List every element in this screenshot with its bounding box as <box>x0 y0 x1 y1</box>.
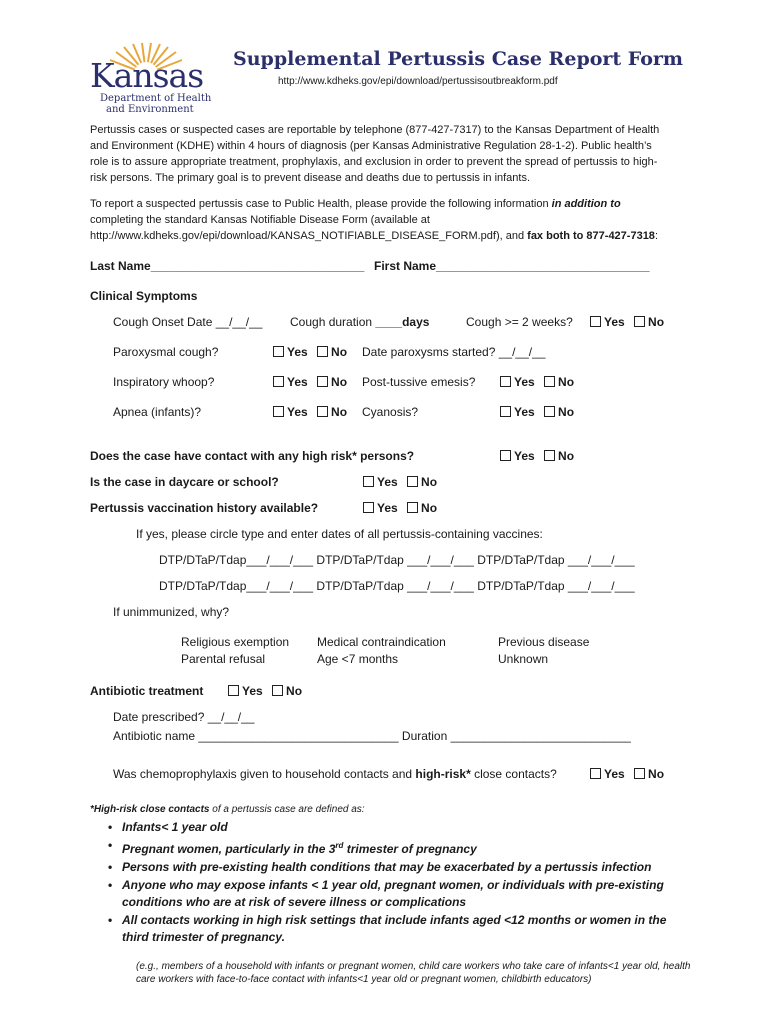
daycare-options <box>363 475 437 489</box>
antibiotic-no-checkbox[interactable] <box>272 685 283 696</box>
intro-p2-emphasis: in addition to <box>551 198 621 210</box>
high-risk-definition-heading <box>90 804 365 815</box>
reason-religious[interactable]: Religious exemption <box>181 635 290 649</box>
emesis-options <box>500 375 574 389</box>
whoop-label: Inspiratory whoop? <box>113 375 215 389</box>
logo-dept-line1: Department of Health <box>100 93 212 104</box>
no-label: No <box>558 449 575 463</box>
reason-age[interactable]: Age <7 months <box>317 652 399 666</box>
vaccine-date-row[interactable]: DTP/DTaP/Tdap___/___/___ DTP/DTaP/Tdap ___/___/___ DTP/DTaP/Tdap ___/___/___ <box>159 579 635 593</box>
emesis-label: Post-tussive emesis? <box>362 375 476 389</box>
intro-p2-text: To report a suspected pertussis case to Public Health, please provide the following information <box>90 198 552 210</box>
apnea-yes-checkbox[interactable] <box>273 406 284 417</box>
no-label: No <box>331 345 348 359</box>
paroxysms-started-field[interactable]: Date paroxysms started? __/__/__ <box>362 345 546 359</box>
cough-two-weeks-options <box>590 315 664 329</box>
reason-medical[interactable]: Medical contraindication <box>317 635 446 649</box>
yes-label: Yes <box>514 375 535 389</box>
yes-label: Yes <box>377 475 398 489</box>
high-risk-contact-no-checkbox[interactable] <box>544 450 555 461</box>
high-risk-heading-rest: of a pertussis case are defined as: <box>209 804 365 815</box>
date-prescribed-field[interactable]: Date prescribed? __/__/__ <box>113 710 255 724</box>
yes-label: Yes <box>242 684 263 698</box>
chemo-high-risk: high-risk* <box>415 767 471 781</box>
high-risk-list <box>108 819 688 947</box>
list-item-text: Pregnant women, particularly in the 3 <box>122 842 336 856</box>
whoop-yes-checkbox[interactable] <box>273 376 284 387</box>
cyanosis-label: Cyanosis? <box>362 405 419 419</box>
first-name-field[interactable]: First Name________________________________ <box>374 259 650 273</box>
cough-duration-field[interactable] <box>290 315 429 329</box>
reason-unknown[interactable]: Unknown <box>498 652 549 666</box>
yes-label: Yes <box>287 375 308 389</box>
yes-label: Yes <box>287 405 308 419</box>
no-label: No <box>331 405 348 419</box>
paroxysmal-yes-checkbox[interactable] <box>273 346 284 357</box>
whoop-no-checkbox[interactable] <box>317 376 328 387</box>
clinical-symptoms-heading: Clinical Symptoms <box>90 289 198 303</box>
yes-label: Yes <box>514 405 535 419</box>
antibiotic-name-field[interactable]: Antibiotic name ______________________________ Duration ___________________________ <box>113 729 631 743</box>
form-title: Supplemental Pertussis Case Report Form <box>233 48 684 70</box>
emesis-yes-checkbox[interactable] <box>500 376 511 387</box>
no-label: No <box>648 767 665 781</box>
apnea-label: Apnea (infants)? <box>113 405 202 419</box>
intro-p2-text-2: completing the standard Kansas Notifiable Disease Form (available at http://www.kdheks.gov/epi/download/KANSAS_NOTIFIABLE_DISEASE_FORM.pdf), and <box>90 214 528 242</box>
daycare-yes-checkbox[interactable] <box>363 476 374 487</box>
intro-p2-fax: fax both to 877-427-7318 <box>527 230 655 242</box>
no-label: No <box>558 375 575 389</box>
antibiotic-options <box>228 684 302 698</box>
antibiotic-heading: Antibiotic treatment <box>90 684 204 698</box>
cyanosis-no-checkbox[interactable] <box>544 406 555 417</box>
high-risk-example: (e.g., members of a household with infants or pregnant women, child care workers who take care of infants<1 year old, health care workers with face-to-face contact with infants<1 year old or pregnant women, childbirth educators) <box>136 961 691 985</box>
yes-label: Yes <box>287 345 308 359</box>
paroxysmal-label: Paroxysmal cough? <box>113 345 219 359</box>
whoop-options <box>273 375 347 389</box>
high-risk-contact-yes-checkbox[interactable] <box>500 450 511 461</box>
yes-label: Yes <box>377 501 398 515</box>
vaccination-history-yes-checkbox[interactable] <box>363 502 374 513</box>
no-label: No <box>286 684 303 698</box>
no-label: No <box>421 475 438 489</box>
last-name-field[interactable]: Last Name________________________________ <box>90 259 365 273</box>
no-label: No <box>331 375 348 389</box>
antibiotic-yes-checkbox[interactable] <box>228 685 239 696</box>
cyanosis-yes-checkbox[interactable] <box>500 406 511 417</box>
chemoprophylaxis-no-checkbox[interactable] <box>634 768 645 779</box>
no-label: No <box>558 405 575 419</box>
high-risk-contact-options <box>500 449 574 463</box>
circle-type-instruction: If yes, please circle type and enter dates of all pertussis-containing vaccines: <box>136 527 543 541</box>
no-label: No <box>421 501 438 515</box>
daycare-question: Is the case in daycare or school? <box>90 475 279 489</box>
high-risk-heading-bold: *High-risk close contacts <box>90 804 210 815</box>
chemoprophylaxis-question <box>113 767 557 781</box>
chemoprophylaxis-yes-checkbox[interactable] <box>590 768 601 779</box>
chemo-text: Was chemoprophylaxis given to household contacts and <box>113 767 416 781</box>
chemoprophylaxis-options <box>590 767 664 781</box>
cyanosis-options <box>500 405 574 419</box>
reason-parental-refusal[interactable]: Parental refusal <box>181 652 266 666</box>
form-url: http://www.kdheks.gov/epi/download/pertussisoutbreakform.pdf <box>278 76 558 87</box>
unimmunized-question: If unimmunized, why? <box>113 605 230 619</box>
list-item-sup: rd <box>335 841 344 850</box>
cough-two-weeks-yes-checkbox[interactable] <box>590 316 601 327</box>
paroxysmal-no-checkbox[interactable] <box>317 346 328 357</box>
vaccination-history-options <box>363 501 437 515</box>
high-risk-contact-question: Does the case have contact with any high risk* persons? <box>90 449 415 463</box>
daycare-no-checkbox[interactable] <box>407 476 418 487</box>
cough-onset-field[interactable]: Cough Onset Date __/__/__ <box>113 315 263 329</box>
no-label: No <box>648 315 665 329</box>
logo-name: Kansas <box>90 56 204 95</box>
vaccine-date-row[interactable]: DTP/DTaP/Tdap___/___/___ DTP/DTaP/Tdap ___/___/___ DTP/DTaP/Tdap ___/___/___ <box>159 553 635 567</box>
apnea-options <box>273 405 347 419</box>
paroxysmal-options <box>273 345 347 359</box>
logo-dept-line2: and Environment <box>106 104 194 115</box>
list-item <box>108 837 688 858</box>
yes-label: Yes <box>604 315 625 329</box>
kdhe-logo <box>88 42 212 117</box>
list-item: • Anyone who may expose infants < 1 year old, pregnant women, or individuals with pre-existing conditions who are at risk of severe illness or complications <box>108 877 688 911</box>
yes-label: Yes <box>514 449 535 463</box>
cough-two-weeks-label: Cough >= 2 weeks? <box>466 315 573 329</box>
apnea-no-checkbox[interactable] <box>317 406 328 417</box>
list-item: • Infants< 1 year old <box>108 819 688 836</box>
yes-label: Yes <box>604 767 625 781</box>
intro-paragraph-1: Pertussis cases or suspected cases are reportable by telephone (877-427-7317) to the Kansas Department of Health and Environment (KDHE) within 4 hours of diagnosis (per Kansas Administrative Regulation 28-1-2). Public health’s role is to assure appropriate treatment, prophylaxis, and exclusion in order to prevent the spread of pertussis to high-risk persons. The primary goal is to prevent disease and deaths due to pertussis in infants. <box>90 124 660 184</box>
cough-duration-label: Cough duration <box>290 315 376 329</box>
vaccination-history-no-checkbox[interactable] <box>407 502 418 513</box>
list-item: • All contacts working in high risk settings that include infants aged <12 months or women in the third trimester of pregnancy. <box>108 912 688 946</box>
intro-p2-end: : <box>654 230 658 242</box>
reason-previous-disease[interactable]: Previous disease <box>498 635 590 649</box>
cough-duration-blank: ____days <box>375 315 430 329</box>
emesis-no-checkbox[interactable] <box>544 376 555 387</box>
intro-paragraph-2 <box>90 196 660 244</box>
list-item: • Persons with pre-existing health conditions that may be exacerbated by a pertussis infection <box>108 859 688 876</box>
vaccination-history-question: Pertussis vaccination history available? <box>90 501 319 515</box>
list-item-text-tail: trimester of pregnancy <box>343 842 477 856</box>
cough-two-weeks-no-checkbox[interactable] <box>634 316 645 327</box>
chemo-text-2: close contacts? <box>470 767 557 781</box>
